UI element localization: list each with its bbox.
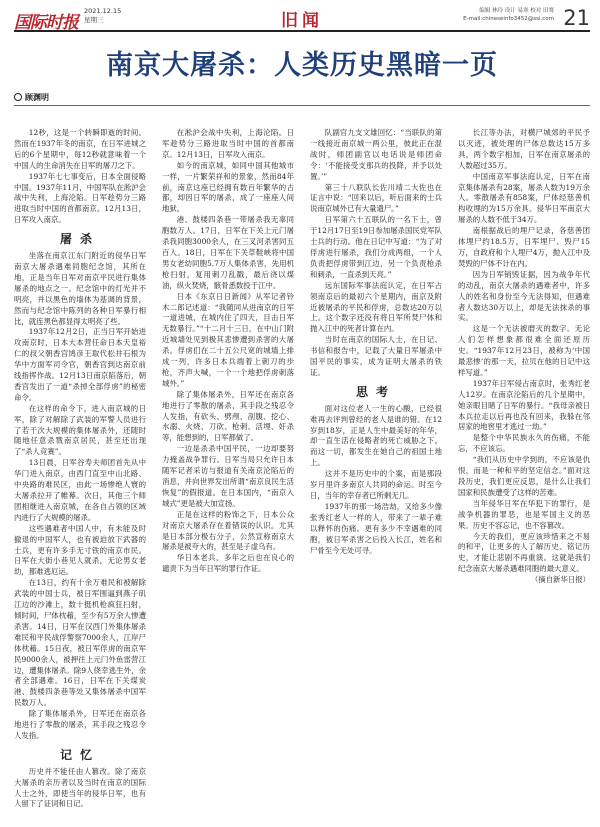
paragraph: 13日晨，日军谷寿夫师团首先从中华门进入南京，由西门直至中山北路、中央路的难民区，由此一场惨绝人寰的大屠杀拉开了帷幕。次日，其他三个师团相继进入南京城，在各自占领的区域内进行了大规模的屠杀。 (14, 458, 146, 522)
paragraph: 在淞沪会战中失利，上海沦陷。日军趁势分三路进取当时中国的首都南京。12月13日，日军攻入南京。 (162, 128, 294, 159)
subhead-massacre: 屠杀 (59, 232, 100, 247)
editor-names: 编辑 林玲 设计 易寒 校对 田骞 (479, 8, 554, 14)
author-name: 顾渊明 (25, 93, 49, 102)
paragraph: 除了集体屠杀外，日军还在南京各地进行了零散的屠杀，其手段之残忍令人发指，有砍头、劈颅、剖腹、挖心、水溺、火烧、刀砍、枪刺、活埋、奸杀等，能想到的，日军都做了。 (162, 389, 294, 443)
paragraph: 1937年七七事变后，日本全面侵略中国。1937年11月，中国军队在淞沪会战中失利，上海沦陷。日军趁势分三路进取当时中国的首都南京。12月13日，日军攻入南京。 (14, 171, 146, 225)
paragraph: 这些遇难者中国人中，有未能及时撤退的中国军人，也有被迫放下武器的士兵，更有许多手无寸铁的南京市民。日军在大街小巷见人就杀，无论男女老幼，都难逃厄运。 (14, 523, 146, 577)
subhead-reflection: 思考 (355, 384, 396, 399)
paragraph: 1937年的那一场浩劫，又给多少像张秀红老人一样的人，带来了一辈子难以释怀的伤痛。更有多少不幸遇难的同胞，被日军杀害之后投入长江，姓名和尸骨至今无处可寻。 (310, 501, 442, 555)
byline (14, 92, 590, 103)
paragraph: 面对这位老人一生的心酸，已经很难再去评判曾经的老人是谁的错。在12岁到18岁，正是人生中最美好的年华，却一直生活在侵略者的死亡威胁之下。而这一切，都发生在她自己的祖国土地上。 (310, 403, 442, 468)
paragraph: 一边是杀杀中国平民，一边却要努力掩盖战争罪行。日军当局只允许日本随军记者采访与报道有关南京沦陷后的消息，并向世界发出所谓“南京良民生活恢复”的假报道。在日本国内，“南京入城式”更是被大加宣扬。 (162, 444, 294, 508)
paragraph: 华日本老兵，多年之后也在良心的谴责下为当年日军的罪行作证。 (162, 553, 294, 574)
paragraph: 远东国际军事法庭认定，在日军占领南京后的最初六个星期内，南京及附近被屠杀的平民和俘虏，总数达20万以上。这个数字还没有将日军所焚尸体和抛入江中的死者计算在内。 (310, 280, 442, 334)
paragraph: 当年侵华日军在华犯下的罪行，是战争机器的罪恶，也是军国主义的恶果。历史不容忘记，也不容篡改。 (458, 498, 590, 530)
paragraph: 因为日军销毁证据，因为战争年代的动乱，南京大屠杀的遇难者中，许多人的姓名和身份至今无法得知，但遇难者人数达30万以上，却是无法抹杀的事实。 (458, 269, 590, 323)
paragraph: 在这样的命令下，进入南京城的日军，除了对解除了武装的军警人员进行了若干次大规模的集体屠杀外，还随时随地任意杀戮南京居民，甚至还出现了“杀人竞赛”。 (14, 403, 146, 457)
paragraph: 今天的我们，更应该珍惜来之不易的和平，让更多的人了解历史、铭记历史，才能让悲剧不再重演。这就是我们纪念南京大屠杀遇难同胞的最大意义。 (458, 531, 590, 574)
paragraph: 1937年日军侵占南京时，张秀红老人12岁。在南京沦陷后的几个星期中，她亲眼目睹了日军的暴行。“我母亲被日本兵拉走以后再也没有回来，我躲在邻居家的地窖里才逃过一劫。” (458, 378, 590, 432)
paragraph: 除了集体屠杀外，日军还在南京各地进行了零散的屠杀，其手段之残忍令人发指。 (14, 709, 146, 740)
section-title: 旧闻 (281, 11, 323, 31)
paragraph: 当时在南京的国际人士，在日记、书信和报告中，记载了大量日军屠杀中国平民的事实，成为证明大屠杀的铁证。 (310, 335, 442, 377)
column-3 (310, 128, 442, 818)
paragraph: 12秒，这是一个转瞬即逝的时间。然而在1937年冬的南京，在日军进城之后的6个星期中，每12秒就意味着一个中国人的生命消失在日军的屠刀之下。 (14, 128, 146, 170)
article-headline: 南京大屠杀：人类历史黑暗一页 (106, 50, 498, 81)
paragraph: 1937年12月2日，正当日军开始进攻南京时，日本大本营任命日本天皇裕仁的叔父朝香宫鸠彦王取代松井石根为华中方面军司令官，朝香宫到达南京前线指挥作战。12月13日南京陷落后，朝香宫发出了一道“杀掉全部俘虏”的秘密命令。 (14, 327, 146, 402)
column-4 (458, 128, 590, 818)
issue-date: 2021.12.15 (84, 7, 122, 15)
page-number: 21 (563, 6, 590, 30)
paragraph: 长江等办法，对横尸城郊的平民予以灭迹，被处理的尸体总数达15万多具，两个数字相加，日军在南京屠杀的人数超过35万。 (458, 128, 590, 170)
subhead-memory: 记忆 (59, 747, 100, 762)
column-1 (14, 128, 146, 818)
paragraph: 坐落在南京江东门附近的侵华日军南京大屠杀遇难同胞纪念馆，其所在地，正是当年日军对南京平民进行集体屠杀的地点之一。纪念馆中的灯光并不明亮，并以黑色的墙体为基调的背景，然而与纪念馆中陈列的各种日军暴行相比，就连黑色都显得太明亮了些。 (14, 251, 146, 326)
editor-email: E-mail:chineseinfo3452@ssi.com (463, 16, 554, 22)
paragraph: 在13日，约有十余万难民和被解除武装的中国士兵，被日军围逼到燕子矶江边的沙滩上，数十挺机枪疯狂扫射，倾时间，尸体枕藉，至少有5万余人惨遭杀害。14日，日军在汉西门外集体屠杀难民和平民战俘警察7000余人，江岸尸体枕藉。15日夜，被日军俘虏的南京军民9000余人，被押往上元门外鱼雷营江边，遭集体屠杀。除9人侥幸逃生外，余者全部遇难。16日，日军在下关煤炭港、鼓楼四条巷等处又集体屠杀中国军民数万人。 (14, 578, 146, 708)
paragraph: 队副官九支文雄回忆：“当联队的第一线接近南京城一两公里，彼此正在混战时，师团副官以电话说是师团命令：‘不能接受支那兵的投降，并予以处置。’” (310, 128, 442, 181)
divider (14, 105, 590, 106)
paragraph: 这是一个无法被磨灭的数字。无论人们怎样想象都很难全面还原历史。“1937年12月23日，被称为‘中国最悲惨’的那一天，拉贝在他的日记中这样写道。” (458, 324, 590, 377)
article-body (14, 128, 590, 818)
masthead (14, 6, 590, 32)
paragraph: 这并不是历史中的个案，而是那段岁月里许多南京人共同的命运。时至今日，当年的幸存者已所剩无几。 (310, 469, 442, 500)
column-2 (162, 128, 294, 818)
issue-weekday: 星期三 (84, 16, 104, 24)
source-credit: （摘自新华日报） (530, 575, 590, 585)
paragraph: 日本《东京日日新闻》从军记者铃木二郎记述道：“我随同从进南京的日军一道进城，在城内住了四天，目击日军无数暴行。”“十二月十三日，在中山门附近城墙处见到极其悲惨遭到杀害的大屠杀。俘虏们在二十五公尺宽的城墙上排成一列，许多日本兵端着上刺刀的步枪，齐声大喊，一个一个地把俘虏刺落城外。” (162, 291, 294, 388)
paragraph: 正是在这样的粉饰之下，日本公众对南京大屠杀存在着错误的认识。尤其是日本部分极右分子，公然宣称南京大屠杀是被夸大的，甚至是子虚乌有。 (162, 509, 294, 552)
paragraph: 第三十八联队长佐川靖二大佐也在证言中说：“回来以后，听后面来的士兵说南京城外已有大量遗尸。” (310, 182, 442, 214)
paragraph: 如今的南京城，如同中国其他城市一样，一片繁荣祥和的景象，然而84年前，南京这座已经拥有数百年繁华的古都，却因日军的屠杀，成了一座座人间地狱。 (162, 160, 294, 214)
paragraph: “我们从历史中学到的，不应该是仇恨，而是一种和平的坚定信念。”面对这段历史，我们更应反思，是什么让我们国家和民族遭受了这样的苦难。 (458, 455, 590, 497)
paragraph: 南根据战后的埋尸记录，各慈善团体埋尸约18.5万，日军埋尸、毁尸15万，自政府和个人埋尸4万，抛入江中及焚毁的尸体不计在内。 (458, 226, 590, 268)
editor-credits (463, 7, 554, 23)
paragraph: 港、鼓楼四条巷一带屠杀我无辜同胞数万人。17日，日军在下关上元门屠杀我同胞3000余人，在三叉河杀害同五百人。18日，日军在下关草鞋峡将中国男女老幼同胞5.7万人集体杀害，先用机枪扫射，复用刺刀乱戳，最后浇以煤油，纵火焚烧，骸骨悉数投于江中。 (162, 215, 294, 290)
newspaper-logo: 国际时报 (14, 13, 78, 33)
paragraph: 中国南京军事法庭认定，日军在南京集体屠杀有28案，屠杀人数为19万余人。零散屠杀有858案，尸体经慈善机构收埋的为15万余具。侵华日军南京大屠杀的人数不低于34万。 (458, 171, 590, 225)
byline-marker-icon (14, 93, 22, 101)
paragraph: 日军第六十五联队的一名下士，曾于12月17日至19日参加屠杀国民党军队士兵的行动。他在日记中写道：“为了对俘虏进行屠杀，我们分成两组，一个人负责把俘虏带到江边，另一个负责枪杀和刺杀，一直杀到天亮。” (310, 215, 442, 279)
paragraph: 是整个中华民族永久的伤痛，不能忘，不应该忘。 (458, 433, 590, 454)
paragraph: 历史并不能任由人篡改。除了南京大屠杀的亲历者以及当时在南京的国际人士之外，即使当年的侵华日军，也有人留下了证词和日记。 (14, 766, 146, 809)
